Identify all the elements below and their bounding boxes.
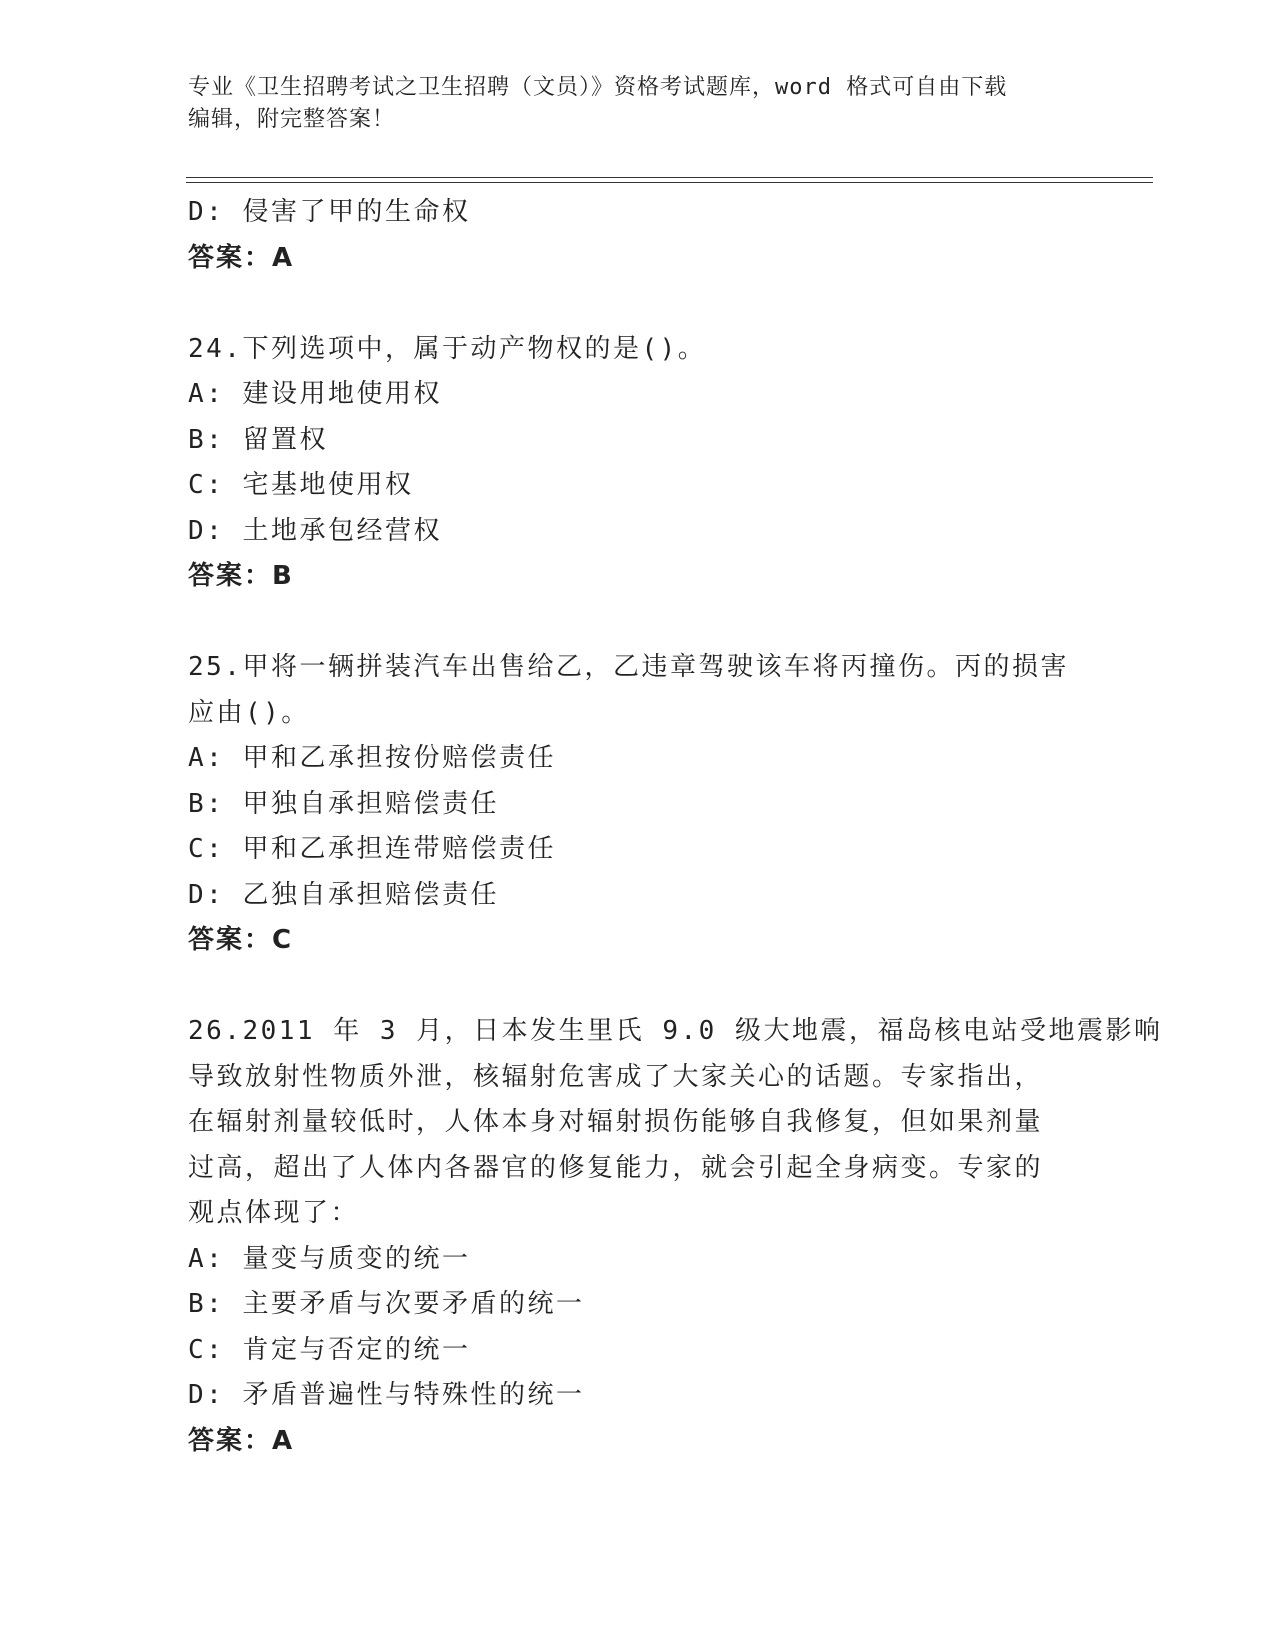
option-a: A: 甲和乙承担按份赔偿责任 bbox=[188, 743, 556, 773]
option-d: D: 乙独自承担赔偿责任 bbox=[188, 879, 499, 910]
spacer bbox=[188, 964, 1088, 1010]
prev-option-d: D: 侵害了甲的生命权 bbox=[188, 197, 471, 227]
option-a: A: 量变与质变的统一 bbox=[188, 1243, 471, 1274]
option-a: A: 建设用地使用权 bbox=[188, 379, 442, 409]
header-divider-top bbox=[186, 177, 1153, 178]
spacer bbox=[188, 281, 1088, 327]
question-content bbox=[188, 190, 1163, 1464]
question-stem: 观点体现了： bbox=[188, 1198, 360, 1228]
answer: 答案：A bbox=[188, 1425, 295, 1456]
option-b: B: 留置权 bbox=[188, 424, 328, 455]
header-divider-bottom bbox=[186, 182, 1153, 183]
question-stem: 26.2011 年 3 月，日本发生里氏 9.0 级大地震，福岛核电站受地震影响 bbox=[188, 1016, 1163, 1046]
question-stem: 应由()。 bbox=[188, 697, 310, 728]
option-c: C: 甲和乙承担连带赔偿责任 bbox=[188, 834, 556, 864]
answer: 答案：C bbox=[188, 925, 294, 955]
question-26 bbox=[188, 1009, 1163, 1464]
question-24 bbox=[188, 327, 1088, 600]
option-d: D: 矛盾普遍性与特殊性的统一 bbox=[188, 1380, 585, 1410]
question-stem: 过高，超出了人体内各器官的修复能力，就会引起全身病变。专家的 bbox=[188, 1152, 1044, 1183]
header-line-2: 编辑，附完整答案！ bbox=[188, 107, 396, 132]
question-stem: 在辐射剂量较低时，人体本身对辐射损伤能够自我修复，但如果剂量 bbox=[188, 1107, 1044, 1137]
question-stem: 25.甲将一辆拼装汽车出售给乙，乙违章驾驶该车将丙撞伤。丙的损害 bbox=[188, 652, 1069, 682]
header-line-1: 专业《卫生招聘考试之卫生招聘（文员）》资格考试题库，word 格式可自由下载 bbox=[188, 75, 1008, 100]
option-b: B: 甲独自承担赔偿责任 bbox=[188, 788, 499, 819]
option-c: C: 肯定与否定的统一 bbox=[188, 1334, 471, 1365]
answer: 答案：B bbox=[188, 561, 294, 591]
option-d: D: 土地承包经营权 bbox=[188, 515, 442, 546]
question-25 bbox=[188, 645, 1088, 964]
option-c: C: 宅基地使用权 bbox=[188, 470, 414, 500]
prev-answer: 答案：A bbox=[188, 242, 295, 273]
option-b: B: 主要矛盾与次要矛盾的统一 bbox=[188, 1289, 585, 1319]
document-header bbox=[188, 72, 1068, 136]
spacer bbox=[188, 600, 1088, 646]
question-stem: 导致放射性物质外泄，核辐射危害成了大家关心的话题。专家指出， bbox=[188, 1061, 1044, 1092]
question-stem: 24.下列选项中，属于动产物权的是()。 bbox=[188, 333, 707, 364]
